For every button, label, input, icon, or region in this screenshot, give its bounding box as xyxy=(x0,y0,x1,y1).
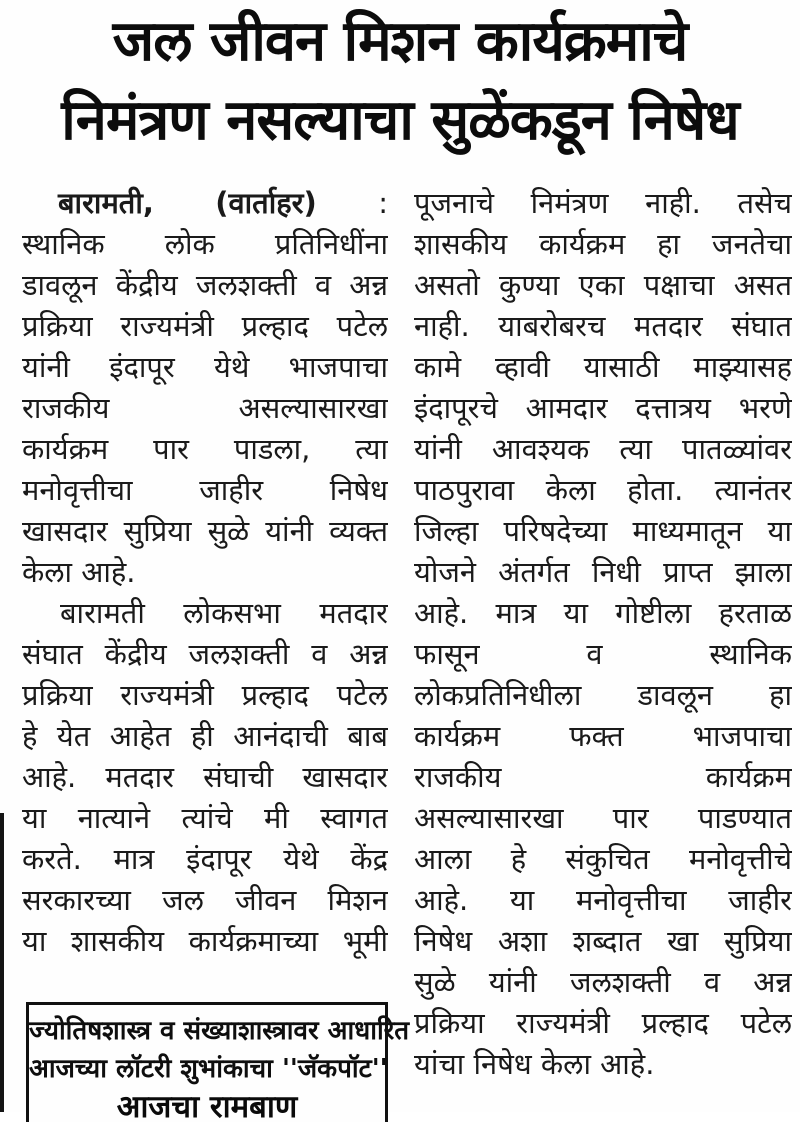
article-text-line: प्रक्रिया राज्यमंत्री प्रल्हाद पटेल xyxy=(414,1006,792,1040)
article-text-line: आहे. मतदार संघाची खासदार xyxy=(22,760,388,794)
article-text-line: शासकीय कार्यक्रम हा जनतेचा xyxy=(414,227,792,261)
article-text-line: खासदार सुप्रिया सुळे यांनी व्यक्त xyxy=(22,514,388,548)
ad-line-1: ज्योतिषशास्त्र व संख्याशास्त्रावर आधारित xyxy=(29,1016,410,1046)
ad-title: आजचा रामबाण xyxy=(116,1089,298,1125)
article-text-line: असल्यासारखा पार पाडण्यात xyxy=(414,801,792,835)
dateline-place: बारामती, xyxy=(58,186,154,220)
dateline xyxy=(22,183,388,224)
article-text-line: कामे व्हावी यासाठी माझ्यासह xyxy=(414,350,792,384)
article-text-line: फासून व स्थानिक xyxy=(414,637,792,671)
article-text-line: पूजनाचे निमंत्रण नाही. तसेच xyxy=(414,186,792,220)
article-text-line: नाही. याबरोबरच मतदार संघात xyxy=(414,309,792,343)
article-text-line: बारामती लोकसभा मतदार xyxy=(60,596,388,630)
article-text-line: हे येत आहेत ही आनंदाची बाब xyxy=(22,719,388,753)
page-edge-rule xyxy=(0,813,4,1112)
article-text-line: इंदापूरचे आमदार दत्तात्रय भरणे xyxy=(414,391,792,425)
article-text-line: जिल्हा परिषदेच्या माध्यमातून या xyxy=(414,514,792,548)
article-text-line: मनोवृत्तीचा जाहीर निषेध xyxy=(22,473,388,507)
article-text-line: यांचा निषेध केला आहे. xyxy=(414,1047,655,1081)
article-text-line: आहे. या मनोवृत्तीचा जाहीर xyxy=(414,883,792,917)
headline-line-2: निमंत्रण नसल्याचा सुळेंकडून निषेध xyxy=(61,88,739,153)
article-text-line: डावलून केंद्रीय जलशक्ती व अन्न xyxy=(22,268,388,302)
article-text-line: स्थानिक लोक प्रतिनिधींना xyxy=(22,227,388,261)
dateline-separator: : xyxy=(378,186,388,220)
ad-line-2: आजच्या लॉटरी शुभांकाचा ''जॅकपॉट'' xyxy=(29,1054,388,1084)
article-text-line: संघात केंद्रीय जलशक्ती व अन्न xyxy=(22,637,388,671)
article-text-line: या नात्याने त्यांचे मी स्वागत xyxy=(22,801,388,835)
article-text-line: यांनी इंदापूर येथे भाजपाचा xyxy=(22,350,388,384)
article-text-line: कार्यक्रम फक्त भाजपाचा xyxy=(414,719,792,753)
article-text-line: प्रक्रिया राज्यमंत्री प्रल्हाद पटेल xyxy=(22,309,388,343)
article-text-line: लोकप्रतिनिधीला डावलून हा xyxy=(414,678,792,712)
article-text-line: करते. मात्र इंदापूर येथे केंद्र xyxy=(22,842,388,876)
dateline-byline: (वार्ताहर) xyxy=(215,186,317,220)
headline-line-1: जल जीवन मिशन कार्यक्रमाचे xyxy=(112,9,688,74)
article-text-line: आला हे संकुचित मनोवृत्तीचे xyxy=(414,842,792,876)
article-headline xyxy=(0,2,800,160)
lottery-ad-box xyxy=(26,1002,410,1125)
article-text-line: सुळे यांनी जलशक्ती व अन्न xyxy=(414,965,792,999)
article-text-line: राजकीय कार्यक्रम xyxy=(414,760,792,794)
article-text-line: योजने अंतर्गत निधी प्राप्त झाला xyxy=(414,555,792,589)
article-text-line: राजकीय असल्यासारखा xyxy=(22,391,388,425)
article-text-line: असतो कुण्या एका पक्षाचा असत xyxy=(414,268,792,302)
article-text-line: आहे. मात्र या गोष्टीला हरताळ xyxy=(414,596,792,630)
article-left-column xyxy=(22,183,388,962)
article-text-line: प्रक्रिया राज्यमंत्री प्रल्हाद पटेल xyxy=(22,678,388,712)
article-right-column xyxy=(414,183,792,1085)
article-text-line: निषेध अशा शब्दात खा सुप्रिया xyxy=(414,924,792,958)
article-text-line: सरकारच्या जल जीवन मिशन xyxy=(22,883,388,917)
article-text-line: या शासकीय कार्यक्रमाच्या भूमी xyxy=(22,924,388,958)
article-text-line: केला आहे. xyxy=(22,555,136,589)
article-text-line: कार्यक्रम पार पाडला, त्या xyxy=(22,432,388,466)
article-text-line: यांनी आवश्यक त्या पातळ्यांवर xyxy=(414,432,792,466)
article-text-line: पाठपुरावा केला होता. त्यानंतर xyxy=(414,473,792,507)
